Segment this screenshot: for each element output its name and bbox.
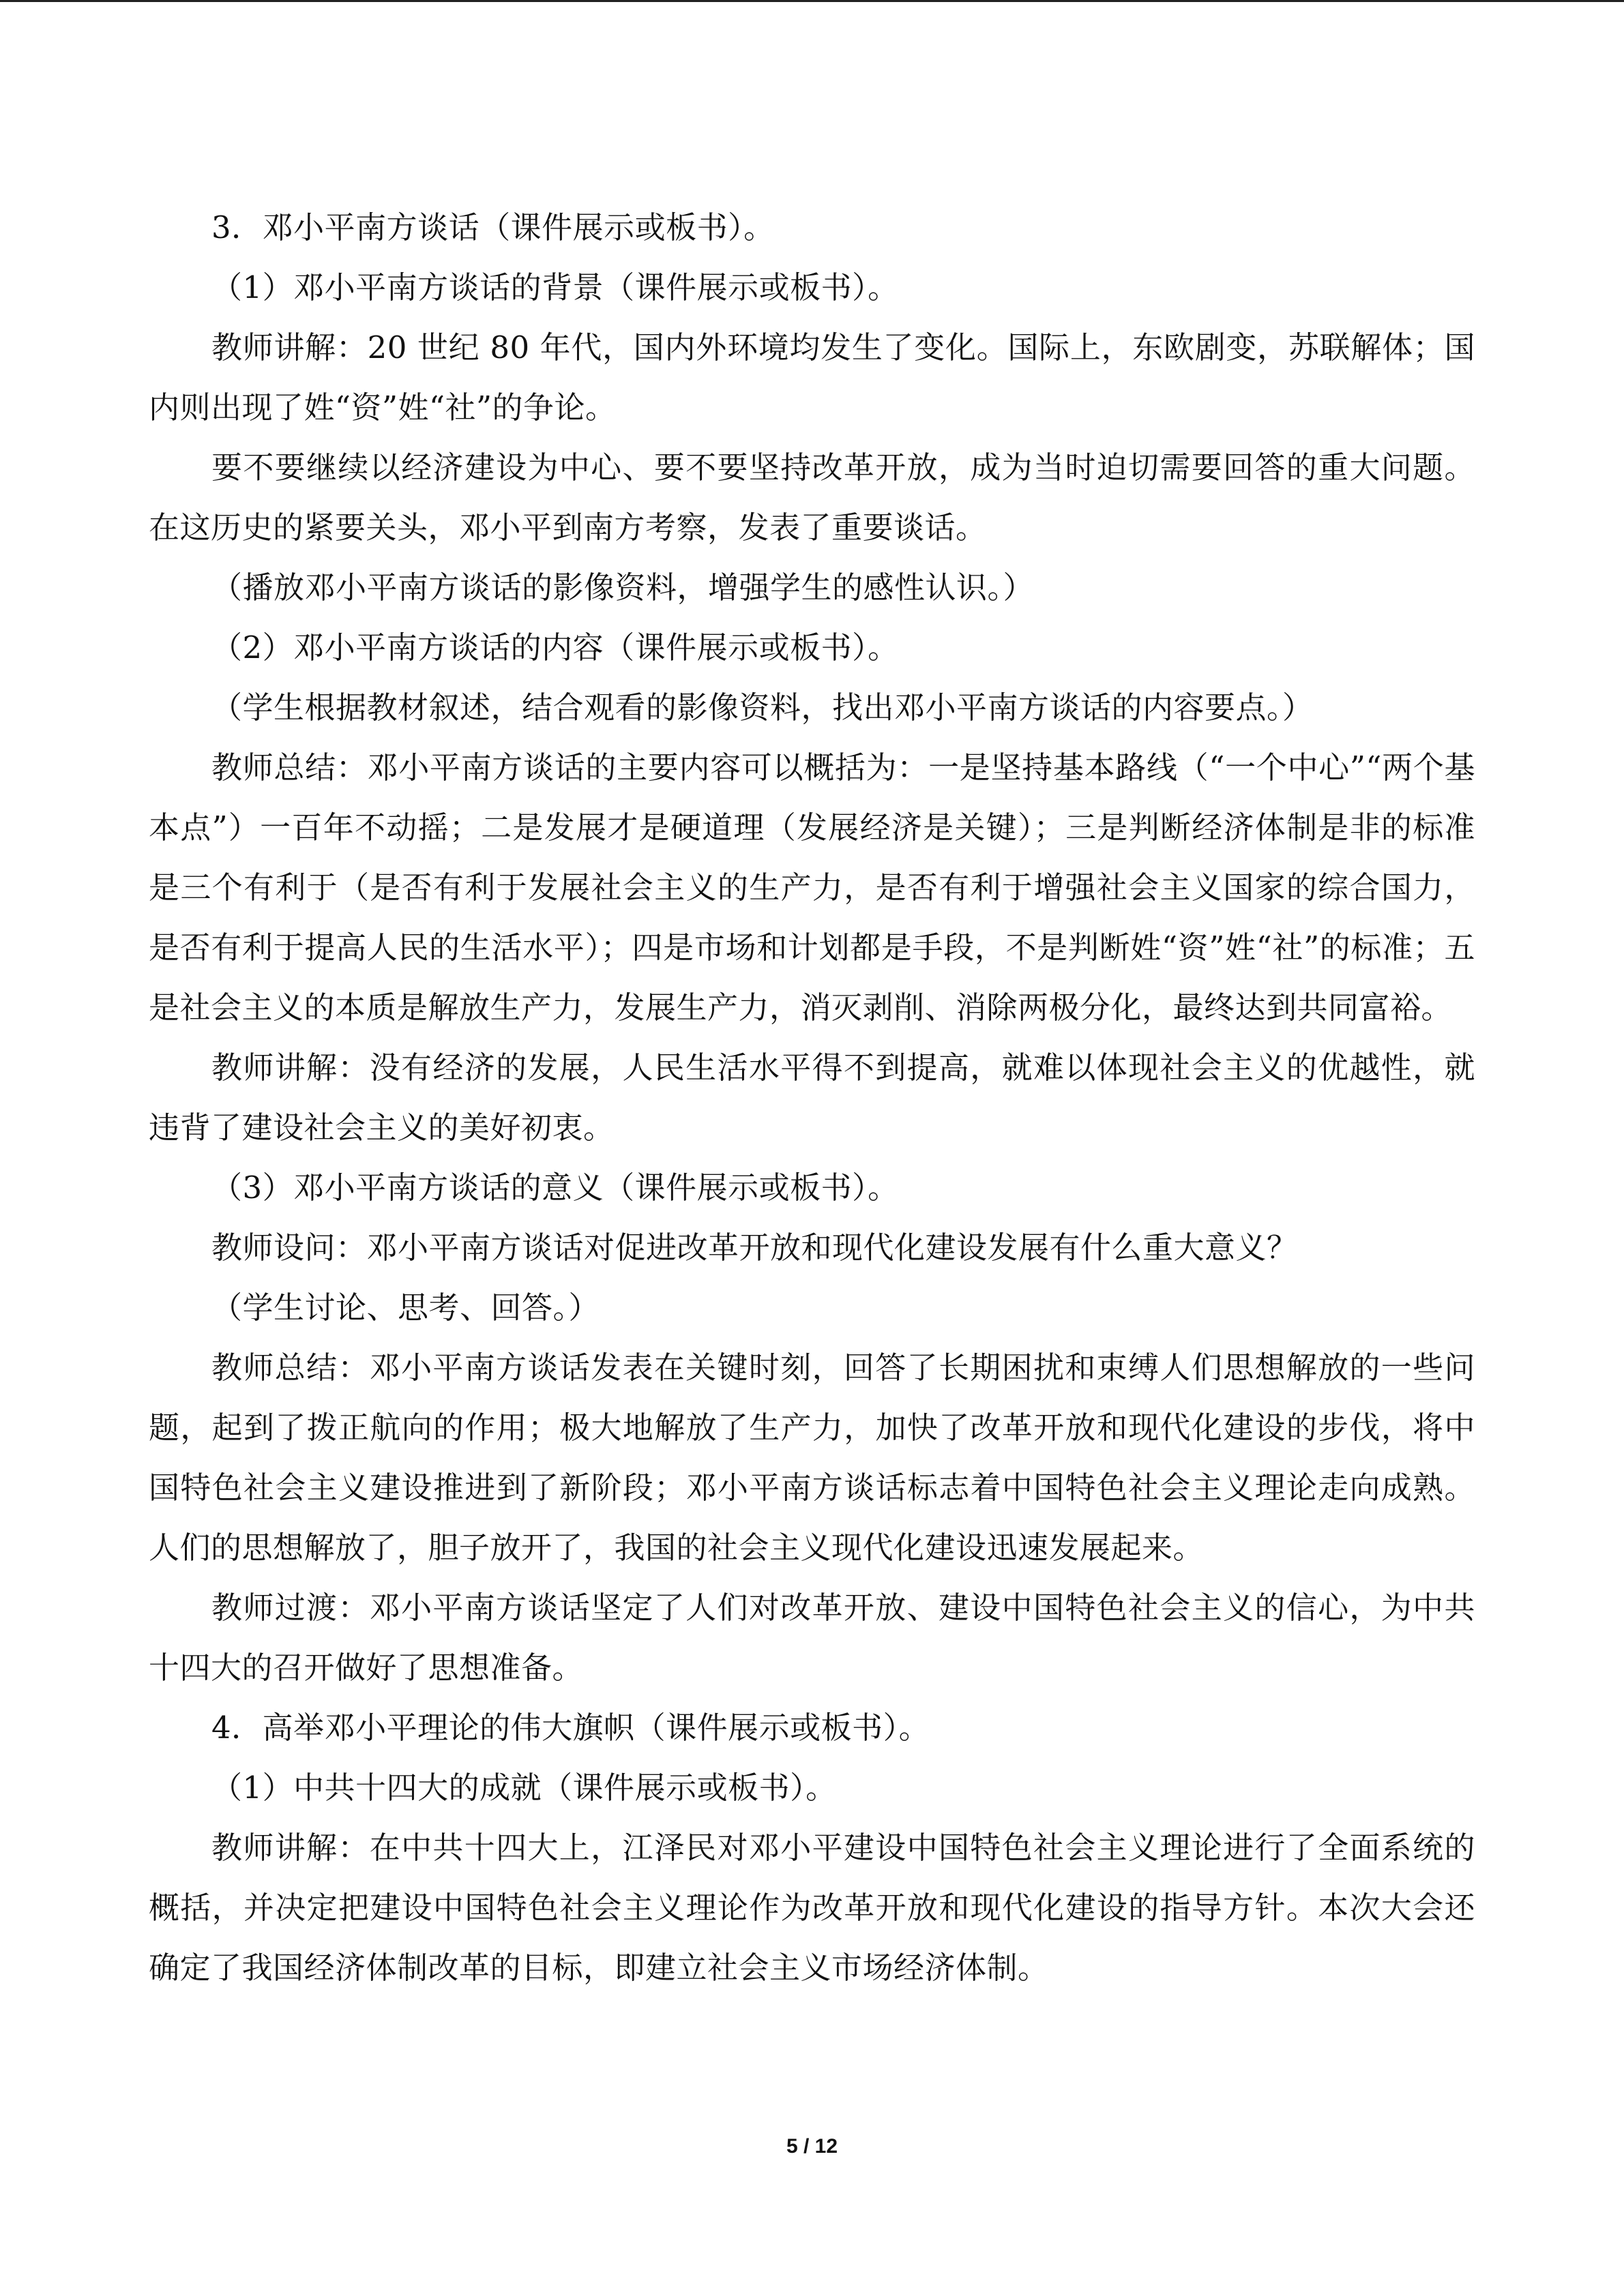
paragraph: 教师讲解：在中共十四大上，江泽民对邓小平建设中国特色社会主义理论进行了全面系统的概括，并决定把建设中国特色社会主义理论作为改革开放和现代化建设的指导方针。本次大会还确定了我国经济体制改革的目标，即建立社会主义市场经济体制。 [149, 1830, 1475, 1986]
subheading-achievements: （1）中共十四大的成就（课件展示或板书）。 [211, 1770, 837, 1806]
paragraph: （学生根据教材叙述，结合观看的影像资料，找出邓小平南方谈话的内容要点。） [211, 689, 1314, 726]
paragraph: 教师过渡：邓小平南方谈话坚定了人们对改革开放、建设中国特色社会主义的信心，为中共十四大的召开做好了思想准备。 [149, 1590, 1475, 1686]
paragraph: 教师讲解：没有经济的发展，人民生活水平得不到提高，就难以体现社会主义的优越性，就违背了建设社会主义的美好初衷。 [149, 1049, 1475, 1146]
page-number: 5 / 12 [786, 2135, 838, 2158]
section-heading-4: 4．高举邓小平理论的伟大旗帜（课件展示或板书）。 [211, 1710, 930, 1746]
top-border-line [0, 0, 1624, 2]
paragraph: 教师设问：邓小平南方谈话对促进改革开放和现代化建设发展有什么重大意义？ [211, 1229, 1298, 1266]
document-body [149, 198, 1475, 1998]
paragraph: 要不要继续以经济建设为中心、要不要坚持改革开放，成为当时迫切需要回答的重大问题。在这历史的紧要关头，邓小平到南方考察，发表了重要谈话。 [149, 449, 1475, 546]
subheading-significance: （3）邓小平南方谈话的意义（课件展示或板书）。 [211, 1169, 899, 1206]
paragraph: （播放邓小平南方谈话的影像资料，增强学生的感性认识。） [211, 569, 1035, 606]
paragraph: 教师总结：邓小平南方谈话的主要内容可以概括为：一是坚持基本路线（“一个中心”“两个基本点”）一百年不动摇；二是发展才是硬道理（发展经济是关键）；三是判断经济体制是非的标准是三个有利于（是否有利于发展社会主义的生产力，是否有利于增强社会主义国家的综合国力，是否有利于提高人民的生活水平）；四是市场和计划都是手段，不是判断姓“资”姓“社”的标准；五是社会主义的本质是解放生产力，发展生产力，消灭剥削、消除两极分化，最终达到共同富裕。 [149, 749, 1475, 1026]
section-heading-3: 3．邓小平南方谈话（课件展示或板书）。 [211, 209, 775, 245]
paragraph: 教师讲解：20 世纪 80 年代，国内外环境均发生了变化。国际上，东欧剧变，苏联解体；国内则出现了姓“资”姓“社”的争论。 [149, 329, 1475, 426]
subheading-content: （2）邓小平南方谈话的内容（课件展示或板书）。 [211, 629, 899, 666]
subheading-background: （1）邓小平南方谈话的背景（课件展示或板书）。 [211, 269, 899, 305]
paragraph: 教师总结：邓小平南方谈话发表在关键时刻，回答了长期困扰和束缚人们思想解放的一些问题，起到了拨正航向的作用；极大地解放了生产力，加快了改革开放和现代化建设的步伐，将中国特色社会主义建设推进到了新阶段；邓小平南方谈话标志着中国特色社会主义理论走向成熟。人们的思想解放了，胆子放开了，我国的社会主义现代化建设迅速发展起来。 [149, 1350, 1475, 1566]
paragraph: （学生讨论、思考、回答。） [211, 1289, 600, 1326]
